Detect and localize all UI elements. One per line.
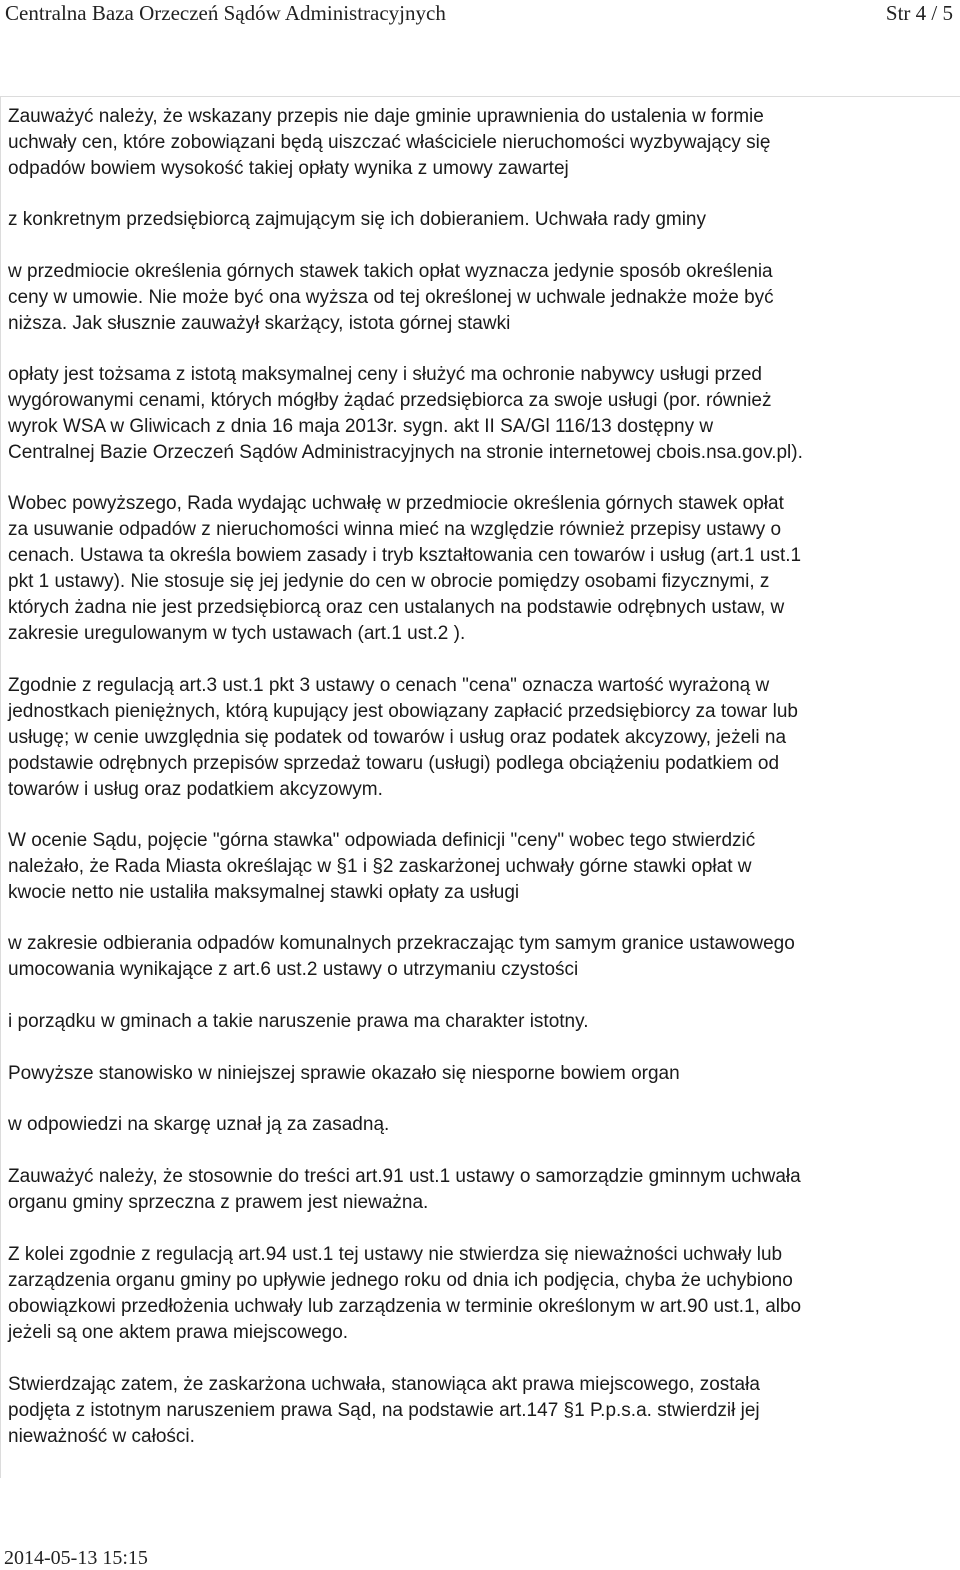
text-line: których żadna nie jest przedsiębiorcą oraz cen ustalanych na podstawie odrębnych ustaw, w — [8, 597, 785, 618]
paragraph — [8, 362, 803, 466]
paragraph — [8, 673, 798, 803]
text-line: wyrok WSA w Gliwicach z dnia 16 maja 2013r. sygn. akt II SA/Gl 116/13 dostępny w — [8, 416, 714, 437]
paragraph — [8, 491, 801, 647]
text-line: podjęta z istotnym naruszeniem prawa Sąd, na podstawie art.147 §1 P.p.s.a. stwierdził jej — [8, 1400, 760, 1421]
text-line: w odpowiedzi na skargę uznał ją za zasadną. — [8, 1114, 390, 1135]
text-line: Wobec powyższego, Rada wydając uchwałę w przedmiocie określenia górnych stawek opłat — [8, 493, 784, 514]
text-line: należało, że Rada Miasta określając w §1 i §2 zaskarżonej uchwały górne stawki opłat w — [8, 856, 752, 877]
text-line: niższa. Jak słusznie zauważył skarżący, istota górnej stawki — [8, 313, 511, 334]
content-frame-left-border — [0, 96, 1, 1478]
text-line: ceny w umowie. Nie może być ona wyższa od tej określonej w uchwale jednakże może być — [8, 287, 774, 308]
text-line: wygórowanymi cenami, których mógłby żądać przedsiębiorca za swoje usługi (por. również — [8, 390, 772, 411]
page-header — [0, 0, 960, 40]
text-line: cenach. Ustawa ta określa bowiem zasady i tryb kształtowania cen towarów i usług (art.1 ust.1 — [8, 545, 802, 566]
paragraph — [8, 1061, 680, 1087]
paragraph — [8, 1164, 801, 1216]
text-line: z konkretnym przedsiębiorcą zajmującym się ich dobieraniem. Uchwała rady gminy — [8, 209, 706, 230]
text-line: Z kolei zgodnie z regulacją art.94 ust.1 tej ustawy nie stwierdza się nieważności uchwały lub — [8, 1244, 783, 1265]
paragraph — [8, 828, 755, 906]
text-line: organu gminy sprzeczna z prawem jest nieważna. — [8, 1192, 429, 1213]
text-line: Stwierdzając zatem, że zaskarżona uchwała, stanowiąca akt prawa miejscowego, została — [8, 1374, 760, 1395]
print-timestamp: 2014-05-13 15:15 — [4, 1547, 148, 1569]
text-line: Zgodnie z regulacją art.3 ust.1 pkt 3 ustawy o cenach "cena" oznacza wartość wyrażoną w — [8, 675, 770, 696]
document-source-title: Centralna Baza Orzeczeń Sądów Administracyjnych — [5, 1, 446, 25]
text-line: w przedmiocie określenia górnych stawek takich opłat wyznacza jedynie sposób określenia — [8, 261, 773, 282]
text-line: towarów i usług oraz podatkiem akcyzowym. — [8, 779, 383, 800]
text-line: nieważność w całości. — [8, 1426, 195, 1447]
text-line: zarządzenia organu gminy po upływie jednego roku od dnia ich podjęcia, chyba że uchybiono — [8, 1270, 793, 1291]
text-line: Zauważyć należy, że stosownie do treści art.91 ust.1 ustawy o samorządzie gminnym uchwała — [8, 1166, 801, 1187]
text-line: opłaty jest tożsama z istotą maksymalnej ceny i służyć ma ochronie nabywcy usługi przed — [8, 364, 762, 385]
text-line: jeżeli są one aktem prawa miejscowego. — [8, 1322, 349, 1343]
text-line: kwocie netto nie ustaliła maksymalnej stawki opłaty za usługi — [8, 882, 520, 903]
text-line: i porządku w gminach a takie naruszenie prawa ma charakter istotny. — [8, 1011, 589, 1032]
content-frame-top-border — [0, 96, 960, 97]
text-line: podstawie odrębnych przepisów sprzedaż towaru (usługi) podlega obciążeniu podatkiem od — [8, 753, 780, 774]
text-line: jednostkach pieniężnych, którą kupujący jest obowiązany zapłacić przedsiębiorcy za towar lub — [8, 701, 798, 722]
text-line: Powyższe stanowisko w niniejszej sprawie okazało się niesporne bowiem organ — [8, 1063, 680, 1084]
paragraph — [8, 259, 774, 337]
text-line: W ocenie Sądu, pojęcie "górna stawka" odpowiada definicji "ceny" wobec tego stwierdzić — [8, 830, 756, 851]
paragraph — [8, 1112, 389, 1138]
text-line: pkt 1 ustawy). Nie stosuje się jej jedynie do cen w obrocie pomiędzy osobami fizycznymi, z — [8, 571, 770, 592]
text-line: uchwały cen, które zobowiązani będą uiszczać właściciele nieruchomości wyzbywający się — [8, 132, 771, 153]
text-line: w zakresie odbierania odpadów komunalnych przekraczając tym samym granice ustawowego — [8, 933, 795, 954]
page-number: Str 4 / 5 — [885, 1, 953, 25]
paragraph — [8, 1009, 588, 1035]
paragraph — [8, 931, 795, 983]
text-line: odpadów bowiem wysokość takiej opłaty wynika z umowy zawartej — [8, 158, 569, 179]
text-line: Zauważyć należy, że wskazany przepis nie daje gminie uprawnienia do ustalenia w formie — [8, 106, 764, 127]
text-line: usługę; w cenie uwzględnia się podatek od towarów i usług oraz podatek akcyzowy, jeżeli na — [8, 727, 787, 748]
paragraph — [8, 1372, 760, 1450]
text-line: za usuwanie odpadów z nieruchomości winna mieć na względzie również przepisy ustawy o — [8, 519, 782, 540]
text-line: obowiązkowi przedłożenia uchwały lub zarządzenia w terminie określonym w art.90 ust.1, albo — [8, 1296, 802, 1317]
paragraph — [8, 104, 770, 182]
text-line: zakresie uregulowanym w tych ustawach (art.1 ust.2 ). — [8, 623, 466, 644]
paragraph — [8, 1242, 801, 1346]
text-line: umocowania wynikające z art.6 ust.2 ustawy o utrzymaniu czystości — [8, 959, 579, 980]
paragraph — [8, 207, 706, 233]
text-line: Centralnej Bazie Orzeczeń Sądów Administracyjnych na stronie internetowej cbois.nsa.gov.pl). — [8, 442, 803, 463]
